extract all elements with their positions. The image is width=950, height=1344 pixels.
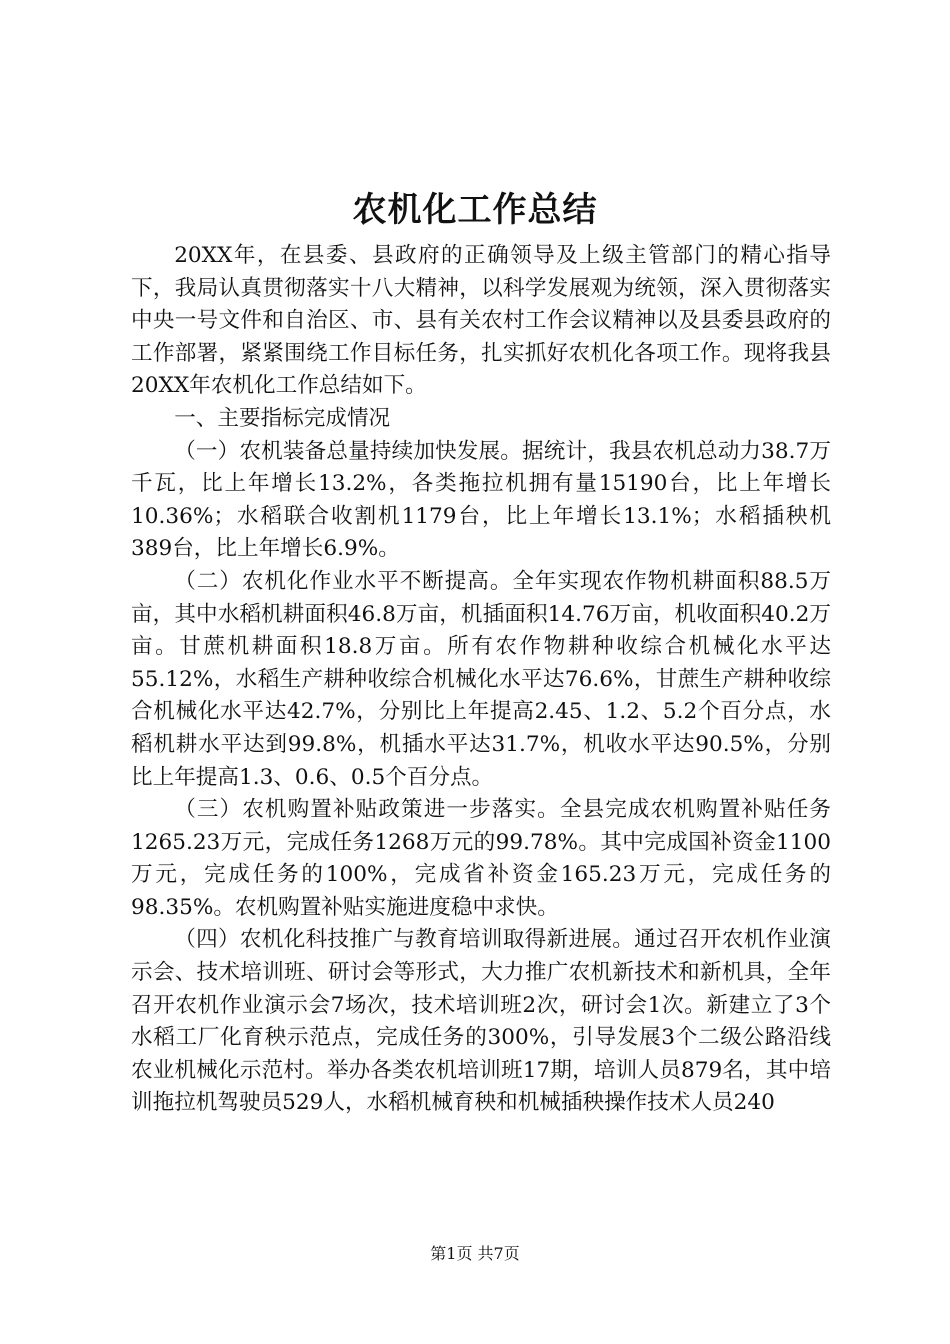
section-heading: 一、主要指标完成情况 <box>174 405 391 431</box>
page-footer: 第1页 共7页 <box>430 1244 520 1263</box>
document-body <box>131 240 831 1120</box>
intro-paragraph: 20XX年，在县委、县政府的正确领导及上级主管部门的精心指导下，我局认真贯彻落实十八大精神，以科学发展观为统领，深入贯彻落实中央一号文件和自治区、市、县有关农村工作会议精神以及县委县政府的工作部署，紧紧围绕工作目标任务，扎实抓好农机化各项工作。现将我县20XX年农机化工作总结如下。 <box>131 243 831 399</box>
paragraph-1: （一）农机装备总量持续加快发展。据统计，我县农机总动力38.7万千瓦，比上年增长13.2%，各类拖拉机拥有量15190台，比上年增长10.36%；水稻联合收割机1179台，比上年增长13.1%；水稻插秧机389台，比上年增长6.9%。 <box>131 438 831 562</box>
paragraph-4: （四）农机化科技推广与教育培训取得新进展。通过召开农机作业演示会、技术培训班、研讨会等形式，大力推广农机新技术和新机具，全年召开农机作业演示会7场次，技术培训班2次，研讨会1次。新建立了3个水稻工厂化育秧示范点，完成任务的300%，引导发展3个二级公路沿线农业机械化示范村。举办各类农机培训班17期，培训人员879名，其中培训拖拉机驾驶员529人，水稻机械育秧和机械插秧操作技术人员240 <box>131 927 831 1116</box>
paragraph-3: （三）农机购置补贴政策进一步落实。全县完成农机购置补贴任务1265.23万元，完成任务1268万元的99.78%。其中完成国补资金1100万元，完成任务的100%，完成省补资金165.23万元，完成任务的98.35%。农机购置补贴实施进度稳中求快。 <box>131 797 831 920</box>
paragraph-2: （二）农机化作业水平不断提高。全年实现农作物机耕面积88.5万亩，其中水稻机耕面积46.8万亩，机插面积14.76万亩，机收面积40.2万亩。甘蔗机耕面积18.8万亩。所有农作物耕种收综合机械化水平达55.12%，水稻生产耕种收综合机械化水平达76.6%，甘蔗生产耕种收综合机械化水平达42.7%，分别比上年提高2.45、1.2、5.2个百分点，水稻机耕水平达到99.8%，机插水平达31.7%，机收水平达90.5%，分别比上年提高1.3、0.6、0.5个百分点。 <box>131 568 831 790</box>
document-title: 农机化工作总结 <box>352 190 598 230</box>
